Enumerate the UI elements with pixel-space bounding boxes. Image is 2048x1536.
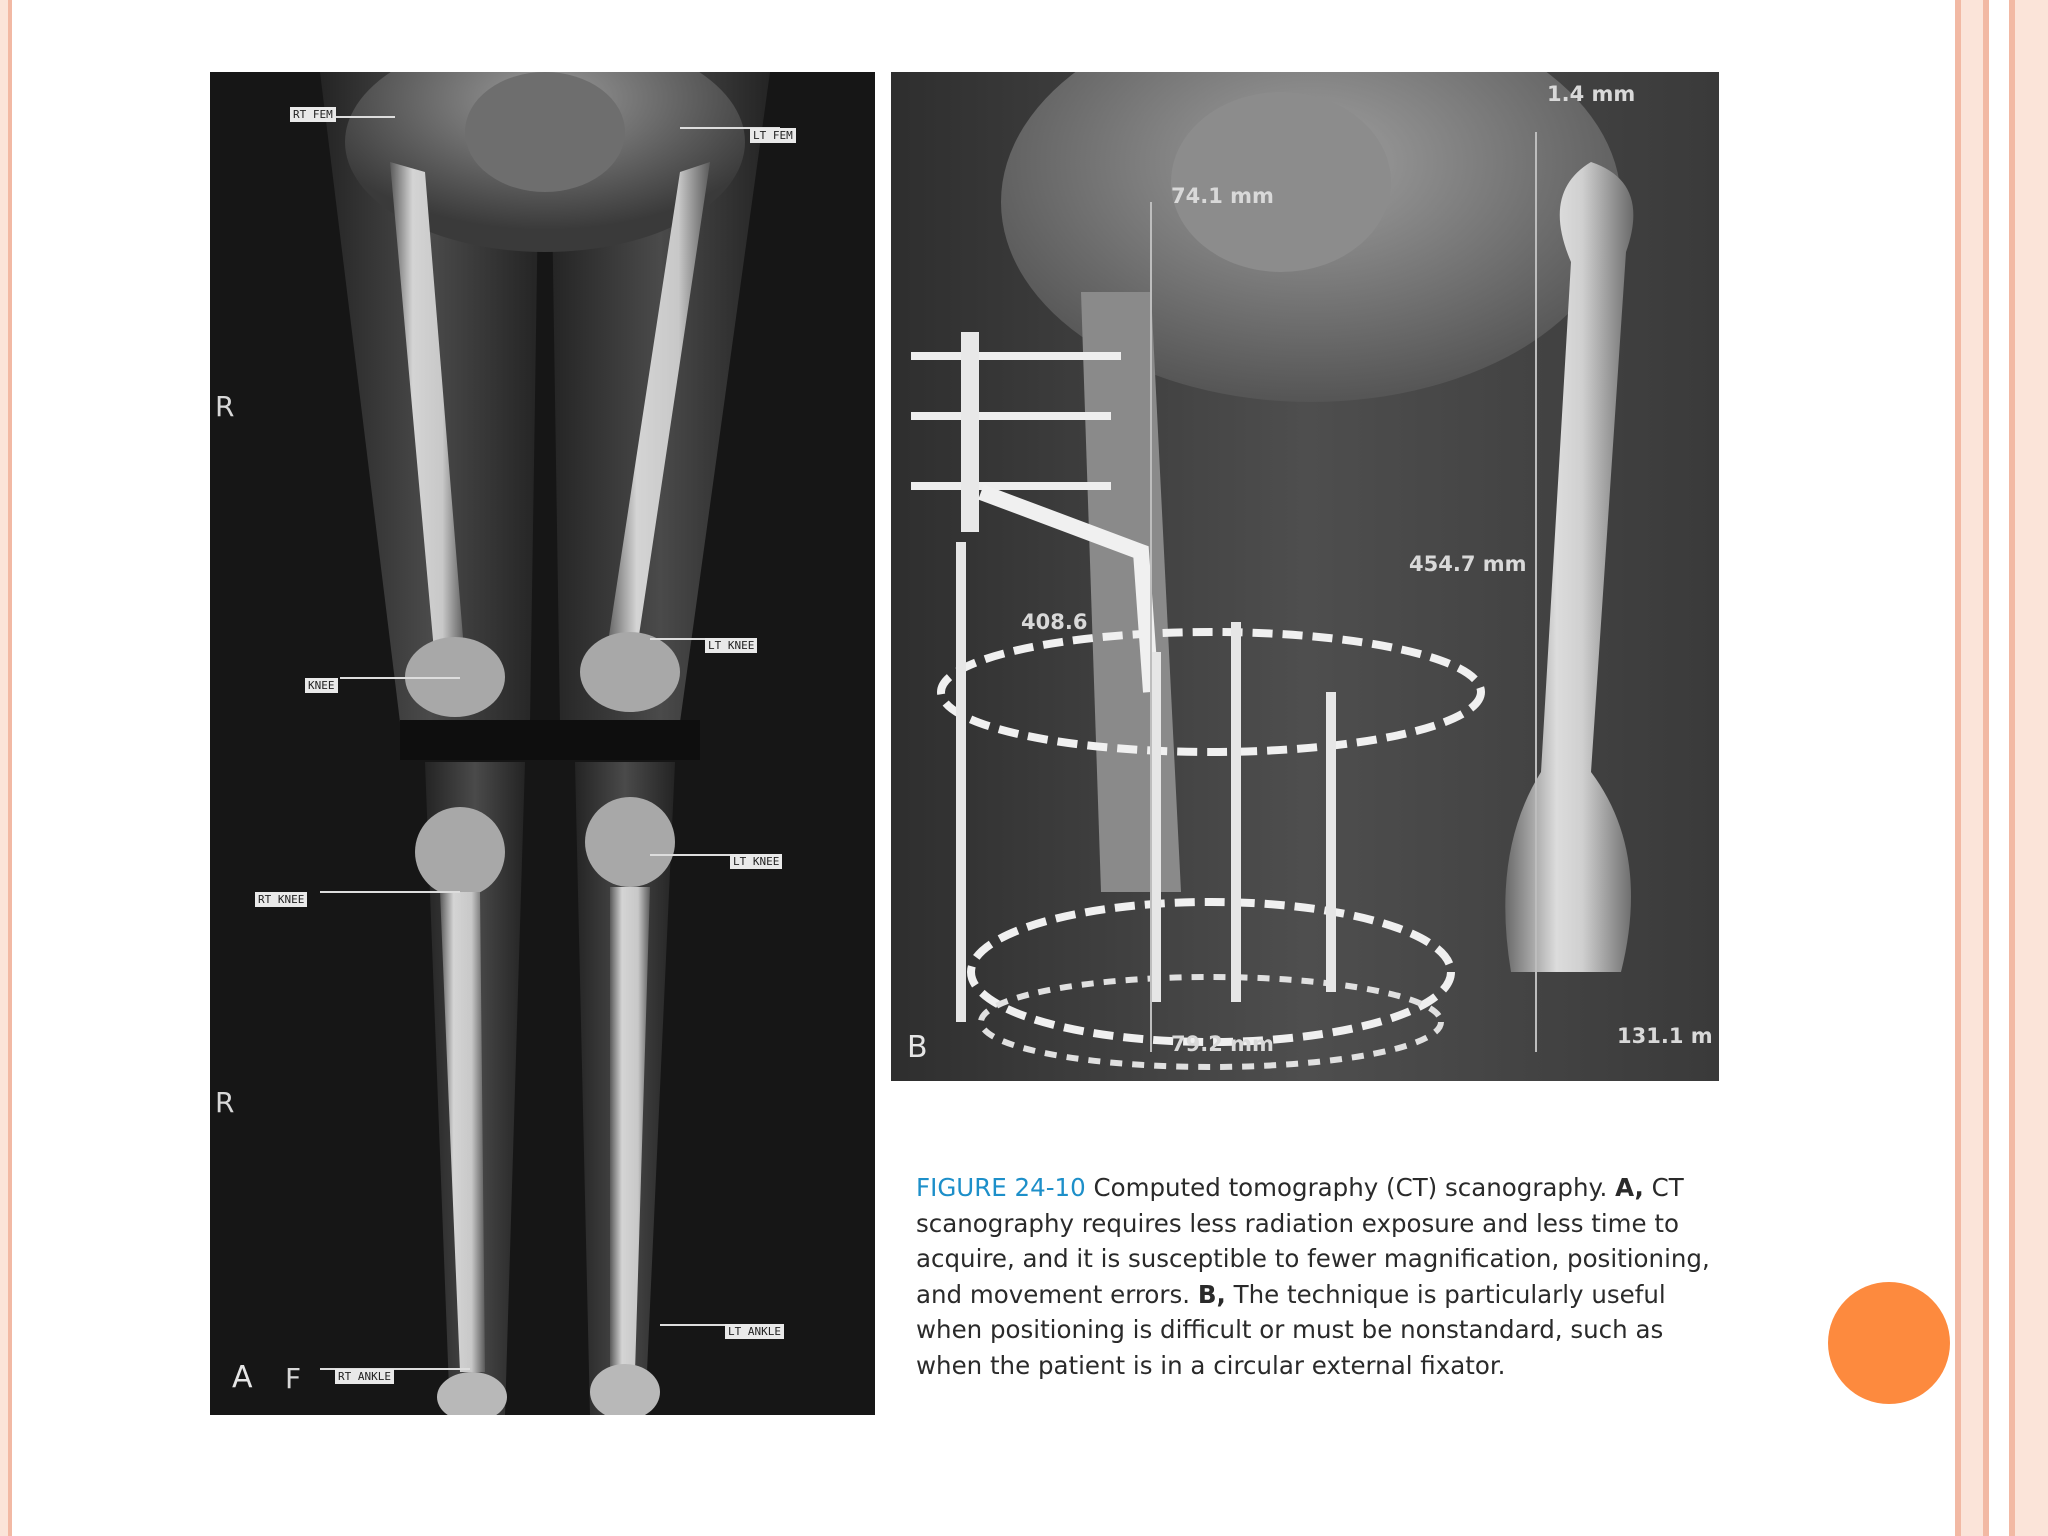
- measure-pelvis: 74.1 mm: [1171, 184, 1274, 208]
- right-border-stripe: [1961, 0, 1983, 1536]
- left-border: [0, 0, 12, 1536]
- rt-fem-label: RT FEM: [290, 107, 336, 122]
- figure-title: Computed tomography (CT) scanography.: [1093, 1173, 1608, 1202]
- figure-b-letter: B: [907, 1030, 928, 1065]
- foot-marker: F: [285, 1362, 302, 1395]
- fixator-xray-image: [891, 72, 1719, 1081]
- side-marker-lower: R: [215, 1086, 235, 1119]
- figure-caption: [916, 1170, 1736, 1383]
- figure-a-letter: A: [232, 1360, 253, 1395]
- part-a-text: CT scanography requires less radiation exposure and less time to acquire, and it is susceptible to fewer magnification, positioning, and movement errors.: [916, 1173, 1710, 1309]
- right-border-stripe: [1989, 0, 2009, 1536]
- measure-femur-right: 454.7 mm: [1409, 552, 1527, 576]
- part-b-text: The technique is particularly useful when positioning is difficult or must be nonstandard, such as when the patient is in a circular external fixator.: [916, 1279, 1666, 1380]
- measure-bottom-left: 79.2 mm: [1171, 1032, 1274, 1056]
- lt-fem-label: LT FEM: [750, 128, 796, 143]
- measure-bottom-right: 131.1 m: [1617, 1024, 1713, 1048]
- leg-xray-image: [210, 72, 875, 1415]
- lt-knee-upper-label: LT KNEE: [705, 638, 757, 653]
- decorative-orange-circle: [1828, 1282, 1950, 1404]
- rt-knee-upper-label: KNEE: [305, 678, 338, 693]
- lt-knee-lower-leader: [650, 854, 730, 856]
- figure-b-radiograph: [891, 72, 1719, 1081]
- rt-knee-lower-label: RT KNEE: [255, 892, 307, 907]
- side-marker-upper: R: [215, 390, 235, 423]
- rt-knee-upper-leader: [340, 677, 460, 679]
- right-border-stripe: [2015, 0, 2048, 1536]
- figure-a-radiograph: [210, 72, 875, 1415]
- lt-ankle-label: LT ANKLE: [725, 1324, 784, 1339]
- rt-ankle-label: RT ANKLE: [335, 1369, 394, 1384]
- rt-knee-lower-leader: [320, 891, 460, 893]
- measure-top-right: 1.4 mm: [1547, 82, 1636, 106]
- figure-number: FIGURE 24-10: [916, 1173, 1086, 1202]
- measure-femur-left: 408.6: [1021, 610, 1088, 634]
- part-b-label: B,: [1197, 1279, 1226, 1309]
- part-a-label: A,: [1615, 1173, 1644, 1202]
- lt-knee-lower-label: LT KNEE: [730, 854, 782, 869]
